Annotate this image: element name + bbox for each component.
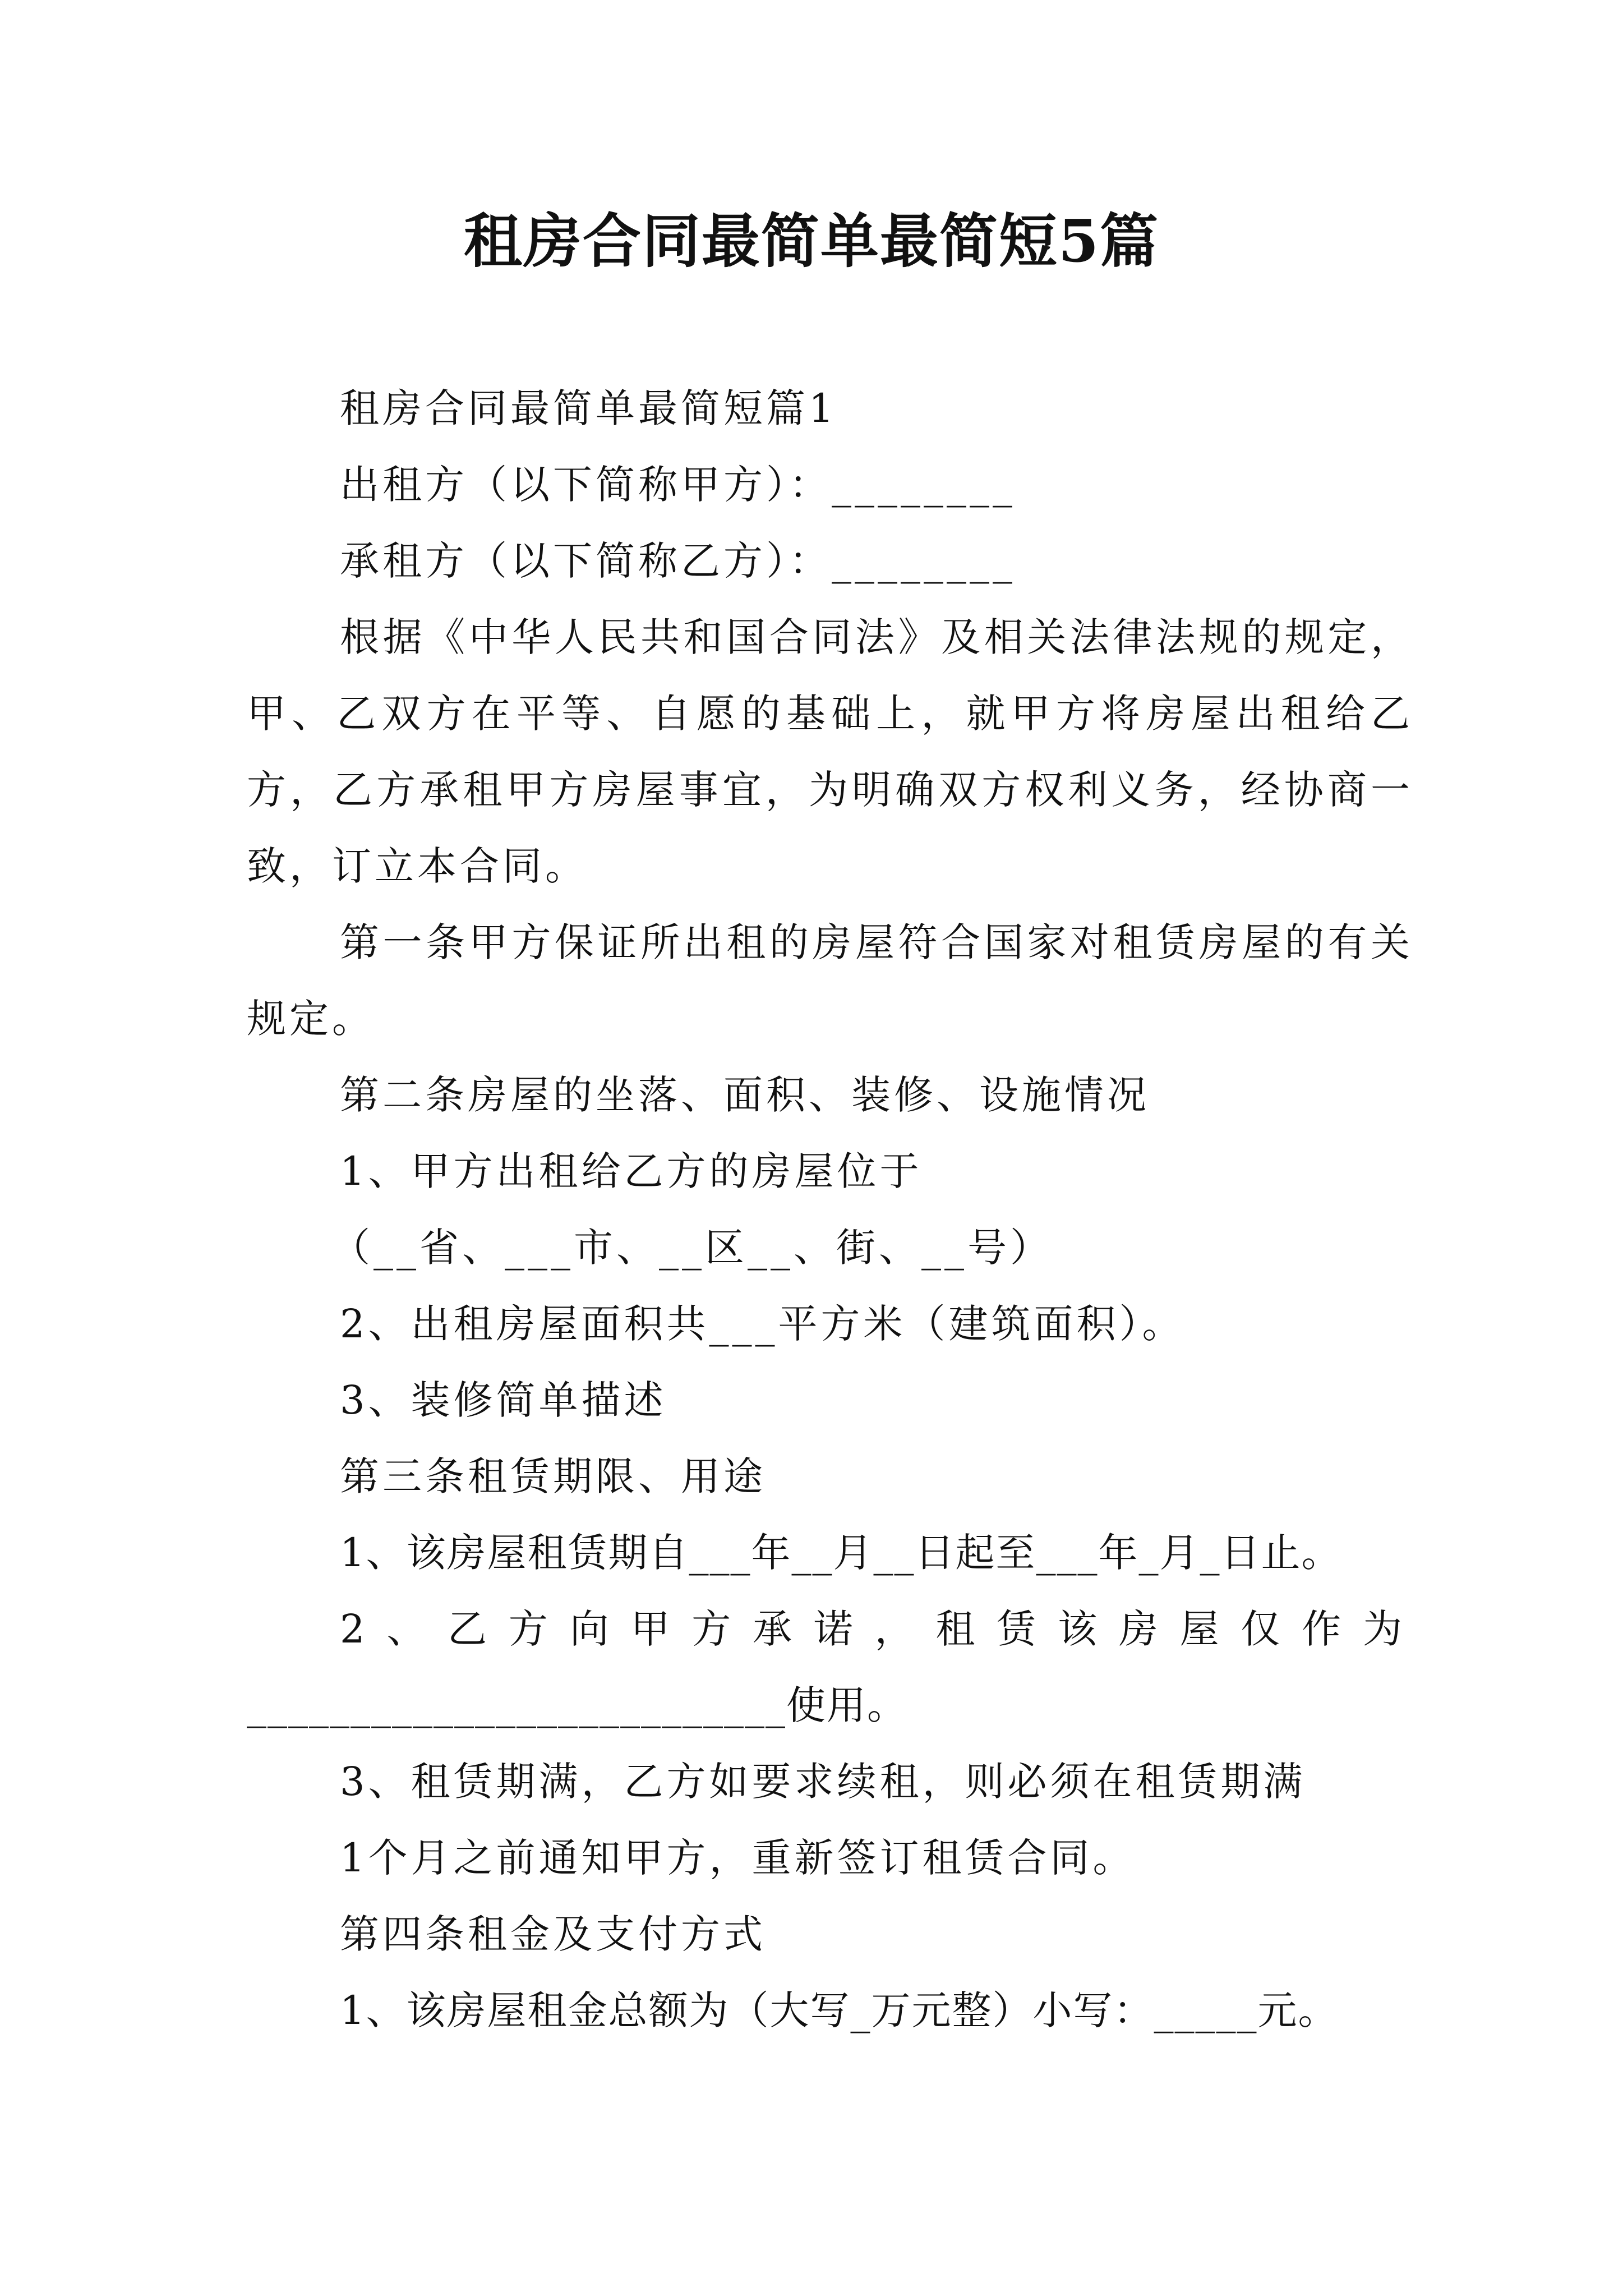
article-2-item-3: 3、装修简单描述 bbox=[340, 1377, 667, 1423]
article-4-item-1: 1、该房屋租金总额为（大写_万元整）小写：_____元。 bbox=[340, 1987, 1339, 2033]
preamble-paragraph: 根据《中华人民共和国合同法》及相关法律法规的规定，甲、乙双方在平等、自愿的基础上，就甲方将房屋出租给乙方，乙方承租甲方房屋事宜，为明确双方权利义务，经协商一致，订立本合同。 bbox=[247, 614, 1413, 889]
article-3-item-2: 2、乙方向甲方承诺，租赁该房屋仅作为 bbox=[340, 1606, 1413, 1652]
article-3-heading: 第三条租赁期限、用途 bbox=[340, 1453, 766, 1499]
document-title: 租房合同最简单最简短5篇 bbox=[463, 206, 1160, 275]
article-3-item-2-continued: __________________________使用。 bbox=[247, 1682, 907, 1728]
article-2-item-2: 2、出租房屋面积共___平方米（建筑面积）。 bbox=[340, 1301, 1185, 1347]
article-2-address-line: （__省、___市、__区__、街、__号） bbox=[331, 1225, 1053, 1271]
article-3-item-3: 3、租赁期满，乙方如要求续租，则必须在租赁期满 bbox=[340, 1759, 1306, 1805]
section-heading: 租房合同最简单最简短篇1 bbox=[340, 385, 837, 431]
article-1-paragraph: 第一条甲方保证所出租的房屋符合国家对租赁房屋的有关规定。 bbox=[247, 919, 1413, 1042]
document-body bbox=[247, 370, 1413, 2049]
lessee-line: 承租方（以下简称乙方）：________ bbox=[340, 538, 1016, 584]
article-3-item-3-continued: 1个月之前通知甲方，重新签订租赁合同。 bbox=[340, 1835, 1136, 1881]
article-2-heading: 第二条房屋的坐落、面积、装修、设施情况 bbox=[340, 1072, 1150, 1118]
lessor-line: 出租方（以下简称甲方）：________ bbox=[340, 462, 1016, 508]
article-2-item-1: 1、甲方出租给乙方的房屋位于 bbox=[340, 1148, 923, 1194]
article-3-item-1: 1、该房屋租赁期自___年__月__日起至___年_月_日止。 bbox=[340, 1530, 1342, 1576]
article-4-heading: 第四条租金及支付方式 bbox=[340, 1911, 766, 1957]
